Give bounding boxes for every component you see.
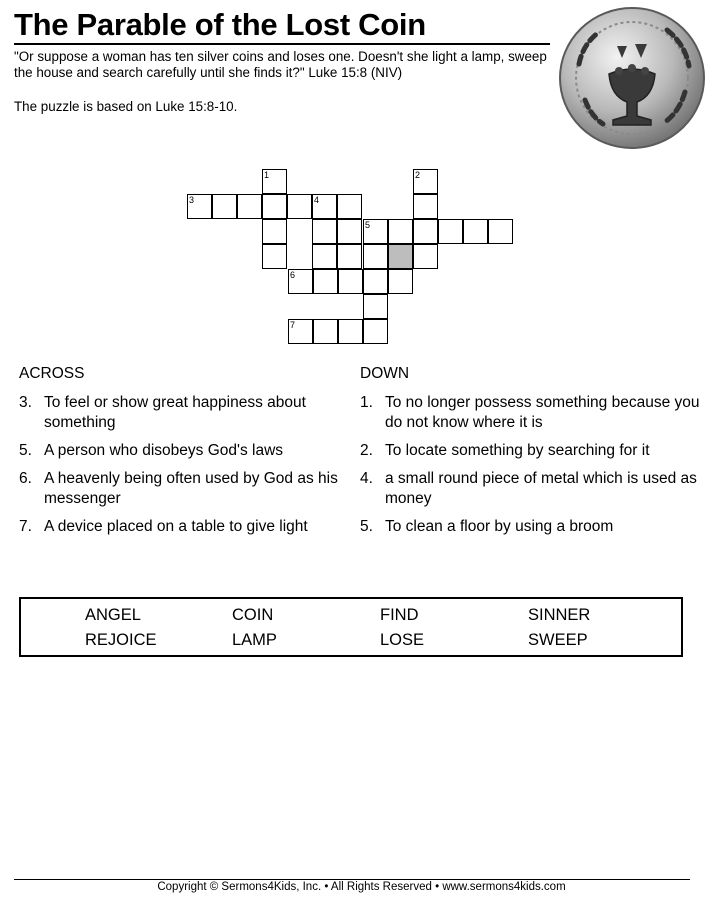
clue-number-label: 7 bbox=[290, 320, 296, 330]
crossword-cell[interactable] bbox=[212, 194, 237, 219]
crossword-cell[interactable] bbox=[463, 219, 488, 244]
down-clues bbox=[360, 393, 700, 545]
crossword-cell[interactable] bbox=[337, 219, 362, 244]
crossword-cell[interactable] bbox=[262, 244, 287, 269]
scripture-quote: "Or suppose a woman has ten silver coins and loses one. Doesn't she light a lamp, sweep the house and search carefully until she finds it?" Luke 15:8 (NIV) bbox=[14, 49, 547, 80]
crossword-cell[interactable] bbox=[262, 194, 287, 219]
word-bank-item: FIND bbox=[380, 606, 419, 624]
clue-number: 6. bbox=[19, 470, 32, 487]
clue-number-label: 6 bbox=[290, 270, 296, 280]
crossword-cell[interactable] bbox=[313, 269, 338, 294]
clue-item bbox=[360, 469, 700, 509]
clue-text: To no longer possess something because you do not know where it is bbox=[385, 394, 700, 431]
crossword-cell[interactable] bbox=[413, 194, 438, 219]
clue-number-label: 1 bbox=[264, 170, 270, 180]
page-title: The Parable of the Lost Coin bbox=[14, 7, 426, 42]
clue-item bbox=[360, 517, 700, 537]
crossword-cell[interactable] bbox=[288, 269, 313, 294]
title-underline bbox=[14, 43, 550, 45]
crossword-cell[interactable] bbox=[262, 169, 287, 194]
down-heading: DOWN bbox=[360, 365, 410, 382]
crossword-cell[interactable] bbox=[363, 269, 388, 294]
crossword-cell[interactable] bbox=[312, 194, 337, 219]
clue-number: 1. bbox=[360, 394, 373, 411]
puzzle-basis-note: The puzzle is based on Luke 15:8-10. bbox=[14, 99, 238, 114]
crossword-cell[interactable] bbox=[312, 244, 337, 269]
shaded-cell bbox=[388, 244, 413, 269]
word-bank-item: SINNER bbox=[528, 606, 591, 624]
crossword-cell[interactable] bbox=[413, 169, 438, 194]
crossword-cell[interactable] bbox=[313, 319, 338, 344]
clue-item bbox=[19, 469, 349, 509]
clue-number-label: 5 bbox=[365, 220, 371, 230]
clue-number-label: 4 bbox=[314, 195, 320, 205]
clue-number: 5. bbox=[19, 442, 32, 459]
crossword-cell[interactable] bbox=[363, 219, 388, 244]
crossword-cell[interactable] bbox=[287, 194, 312, 219]
clue-text: A person who disobeys God's laws bbox=[44, 442, 284, 459]
crossword-cell[interactable] bbox=[413, 244, 438, 269]
crossword-cell[interactable] bbox=[288, 319, 313, 344]
clue-text: a small round piece of metal which is used as money bbox=[385, 470, 697, 507]
across-clues bbox=[19, 393, 349, 545]
clue-number: 5. bbox=[360, 518, 373, 535]
clue-number-label: 3 bbox=[189, 195, 195, 205]
crossword-cell[interactable] bbox=[338, 269, 363, 294]
crossword-cell[interactable] bbox=[388, 269, 413, 294]
clue-item bbox=[360, 441, 700, 461]
word-bank bbox=[19, 597, 683, 657]
crossword-cell[interactable] bbox=[438, 219, 463, 244]
crossword-cell[interactable] bbox=[312, 219, 337, 244]
crossword-cell[interactable] bbox=[363, 294, 388, 319]
clue-number: 4. bbox=[360, 470, 373, 487]
crossword-cell[interactable] bbox=[363, 244, 388, 269]
clue-text: A device placed on a table to give light bbox=[44, 518, 308, 535]
crossword-cell[interactable] bbox=[237, 194, 262, 219]
word-bank-item: SWEEP bbox=[528, 631, 588, 649]
crossword-cell[interactable] bbox=[488, 219, 513, 244]
clue-item bbox=[19, 393, 349, 433]
crossword-cell[interactable] bbox=[187, 194, 212, 219]
crossword-cell[interactable] bbox=[337, 244, 362, 269]
crossword-cell[interactable] bbox=[413, 219, 438, 244]
footer-divider bbox=[14, 879, 690, 880]
clue-text: A heavenly being often used by God as his messenger bbox=[44, 470, 338, 507]
clue-item bbox=[19, 517, 349, 537]
clue-text: To clean a floor by using a broom bbox=[385, 518, 614, 535]
clue-item bbox=[19, 441, 349, 461]
word-bank-item: REJOICE bbox=[85, 631, 157, 649]
crossword-cell[interactable] bbox=[338, 319, 363, 344]
crossword-cell[interactable] bbox=[363, 319, 388, 344]
clue-text: To locate something by searching for it bbox=[385, 442, 650, 459]
word-bank-item: LOSE bbox=[380, 631, 425, 649]
silver-coin-icon bbox=[557, 4, 707, 154]
clue-text: To feel or show great happiness about something bbox=[44, 394, 306, 431]
crossword-cell[interactable] bbox=[388, 219, 413, 244]
crossword-cell[interactable] bbox=[337, 194, 362, 219]
word-bank-item: LAMP bbox=[232, 631, 277, 649]
across-heading: ACROSS bbox=[19, 365, 85, 382]
clue-number-label: 2 bbox=[415, 170, 421, 180]
clue-number: 3. bbox=[19, 394, 32, 411]
clue-number: 7. bbox=[19, 518, 32, 535]
word-bank-item: ANGEL bbox=[85, 606, 141, 624]
clue-number: 2. bbox=[360, 442, 373, 459]
crossword-cell[interactable] bbox=[262, 219, 287, 244]
clue-item bbox=[360, 393, 700, 433]
word-bank-item: COIN bbox=[232, 606, 274, 624]
copyright-footer: Copyright © Sermons4Kids, Inc. • All Rights Reserved • www.sermons4kids.com bbox=[157, 881, 566, 893]
